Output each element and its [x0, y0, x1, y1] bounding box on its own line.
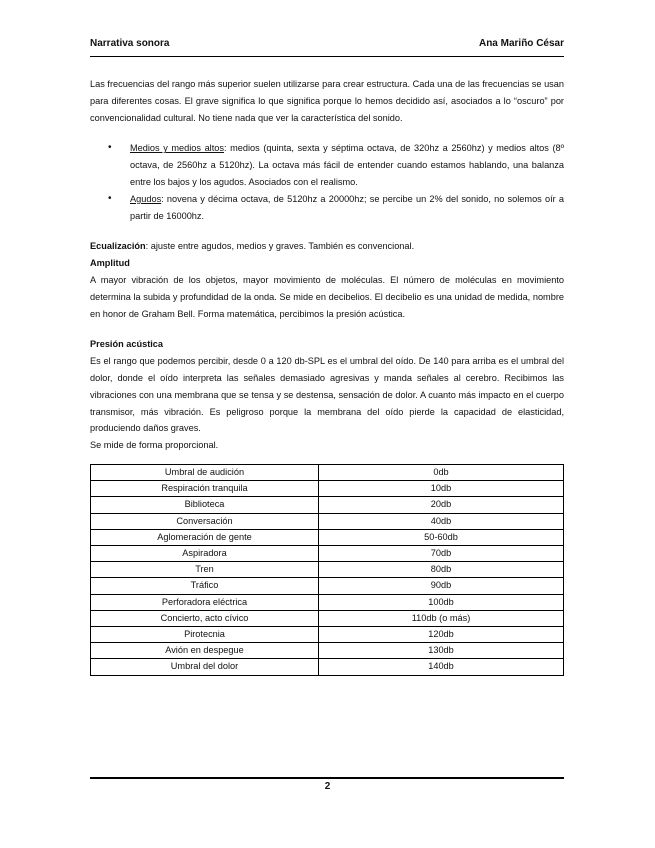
table-row [91, 529, 564, 545]
presion-heading: Presión acústica [90, 339, 164, 350]
sound-source-cell: Avión en despegue [91, 643, 319, 659]
decibel-value-cell: 20db [319, 497, 564, 513]
sound-source-cell: Umbral del dolor [91, 659, 319, 675]
bullet-text: : novena y décima octava, de 5120hz a 20000hz; se percibe un 2% del sonido, no solemos oír a partir de 16000hz. [130, 193, 564, 221]
decibel-value-cell: 90db [319, 578, 564, 594]
decibel-value-cell: 130db [319, 643, 564, 659]
header-author: Ana Mariño César [478, 38, 564, 49]
bullet-icon: • [108, 192, 112, 204]
sound-source-cell: Tráfico [91, 578, 319, 594]
decibel-value-cell: 80db [319, 562, 564, 578]
amplitud-paragraph: A mayor vibración de los objetos, mayor movimiento de moléculas. El número de moléculas en movimiento determina la subida y profundidad de la onda. Se mide en decibelios. El decibelio es una unidad de medida, nombre en honor de Graham Bell. Forma matemática, percibimos la presión acústica. [90, 274, 564, 319]
table-row [91, 513, 564, 529]
table-row [91, 594, 564, 610]
decibel-value-cell: 100db [319, 594, 564, 610]
header-title: Narrativa sonora [90, 38, 170, 49]
table-row [91, 497, 564, 513]
sound-source-cell: Concierto, acto cívico [91, 610, 319, 626]
footer-divider [90, 777, 564, 779]
decibel-table [90, 464, 564, 676]
frequency-bullet-list [90, 140, 564, 224]
table-row [91, 626, 564, 642]
intro-paragraph: Las frecuencias del rango más superior suelen utilizarse para crear estructura. Cada una de las frecuencias se usan para diferentes cosas. El grave significa lo que significa porque lo hemos decidido así, asociados a lo “oscuro” por convencionalidad cultural. No tiene nada que ver la característica del sonido. [90, 79, 564, 123]
bullet-item [90, 140, 564, 190]
sound-source-cell: Perforadora eléctrica [91, 594, 319, 610]
decibel-value-cell: 120db [319, 626, 564, 642]
table-row [91, 464, 564, 480]
page-number: 2 [324, 781, 331, 792]
table-row [91, 562, 564, 578]
table-row [91, 643, 564, 659]
page-header [90, 38, 564, 52]
table-row [91, 610, 564, 626]
ecualizacion-paragraph [90, 238, 564, 255]
sound-source-cell: Pirotecnia [91, 626, 319, 642]
decibel-value-cell: 140db [319, 659, 564, 675]
table-row [91, 545, 564, 561]
decibel-value-cell: 50-60db [319, 529, 564, 545]
sound-source-cell: Umbral de audición [91, 464, 319, 480]
bullet-icon: • [108, 142, 112, 154]
decibel-value-cell: 10db [319, 481, 564, 497]
amplitud-heading: Amplitud [90, 258, 130, 269]
sound-source-cell: Tren [91, 562, 319, 578]
decibel-value-cell: 110db (o más) [319, 610, 564, 626]
bullet-term: Medios y medios altos [130, 143, 224, 154]
sound-source-cell: Biblioteca [91, 497, 319, 513]
header-divider [90, 56, 564, 57]
decibel-value-cell: 70db [319, 545, 564, 561]
ecualizacion-text: : ajuste entre agudos, medios y graves. También es convencional. [145, 241, 415, 252]
bullet-term: Agudos [130, 193, 162, 204]
sound-source-cell: Respiración tranquila [91, 481, 319, 497]
bullet-item [90, 191, 564, 225]
body-content [90, 76, 564, 676]
presion-paragraph: Es el rango que podemos percibir, desde 0 a 120 db-SPL es el umbral del oído. De 140 para arriba es el umbral del dolor, donde el oído interpreta las señales demasiado agresivas y manda señales al cerebro. Recibimos las vibraciones con una membrana que se tensa y se destensa, sensación de dolor. A cuanto más impacto en el cuerpo transmisor, más vibración. Es peligroso porque la membrana del oído pierde la capacidad de elasticidad, produciendo daños graves. [90, 356, 564, 434]
sound-source-cell: Aspiradora [91, 545, 319, 561]
ecualizacion-term: Ecualización [90, 241, 146, 252]
table-row [91, 578, 564, 594]
sound-source-cell: Aglomeración de gente [91, 529, 319, 545]
table-row [91, 481, 564, 497]
table-row [91, 659, 564, 675]
presion-note: Se mide de forma proporcional. [90, 440, 219, 451]
decibel-value-cell: 40db [319, 513, 564, 529]
decibel-value-cell: 0db [319, 464, 564, 480]
bullet-text: : medios (quinta, sexta y séptima octava, de 320hz a 2560hz) y medios altos (8º octava, de 2560hz a 5120hz). La octava más fácil de entender cuando estamos hablando, una balanza entre los bajos y los agudos. Asociados con el realismo. [130, 143, 564, 187]
sound-source-cell: Conversación [91, 513, 319, 529]
